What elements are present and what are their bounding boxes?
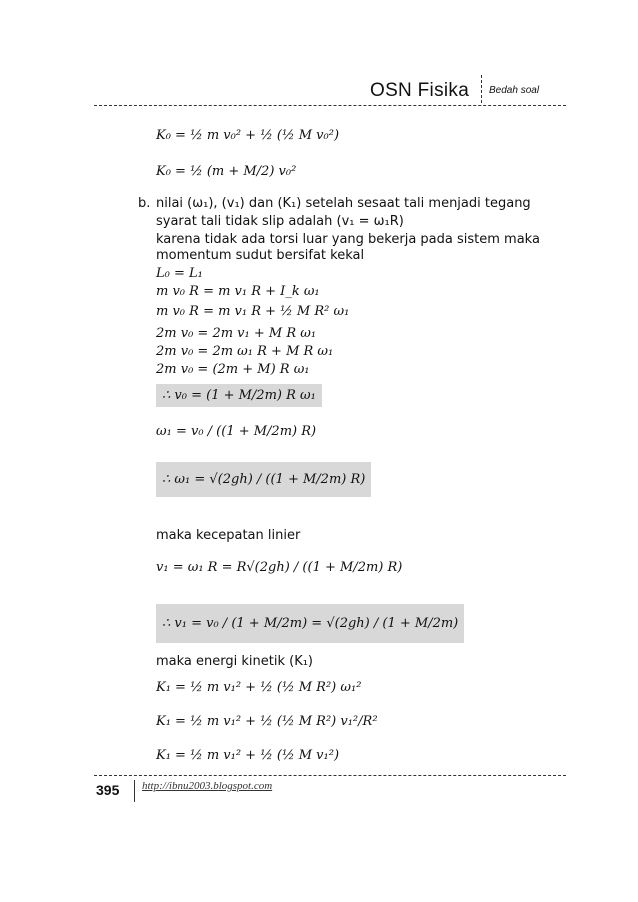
result-omega1: ∴ ω₁ = √(2gh) / ((1 + M/2m) R) [156, 462, 371, 497]
equation-k1-omega: K₁ = ½ m v₁² + ½ (½ M R²) ω₁² [156, 680, 362, 695]
item-b-label: b. [138, 196, 151, 211]
result-v1: ∴ v₁ = v₀ / (1 + M/2m) = √(2gh) / (1 + M/2m) [156, 604, 464, 643]
equation-k1-substituted: K₁ = ½ m v₁² + ½ (½ M R²) v₁²/R² [156, 714, 378, 729]
footer-rule [94, 775, 566, 776]
item-b-text: nilai (ω₁), (v₁) dan (K₁) setelah sesaat tali menjadi tegang [156, 196, 531, 211]
page-number: 395 [96, 782, 120, 798]
equation-omega1: ω₁ = v₀ / ((1 + M/2m) R) [156, 424, 317, 439]
equation-k0-simplified: K₀ = ½ (m + M/2) v₀² [156, 164, 297, 179]
equation-k1-final: K₁ = ½ m v₁² + ½ (½ M v₁²) [156, 748, 340, 763]
header-rule [94, 105, 566, 106]
footer-divider [134, 780, 135, 802]
header-title: OSN Fisika [370, 80, 470, 101]
paragraph-momentum-conserved: momentum sudut bersifat kekal [156, 248, 365, 263]
footer-link[interactable]: http://ibnu2003.blogspot.com [142, 780, 273, 792]
paragraph-no-slip: syarat tali tidak slip adalah (v₁ = ω₁R) [156, 214, 404, 229]
header-divider [481, 75, 482, 103]
header-subtitle: Bedah soal [489, 85, 540, 96]
result-v0: ∴ v₀ = (1 + M/2m) R ω₁ [156, 384, 322, 407]
paragraph-no-torque: karena tidak ada torsi luar yang bekerja pada sistem maka [156, 232, 540, 247]
paragraph-linear-velocity: maka kecepatan linier [156, 528, 301, 543]
equation-factored: 2m v₀ = (2m + M) R ω₁ [156, 362, 310, 377]
equation-inertia-substituted: m v₀ R = m v₁ R + ½ M R² ω₁ [156, 304, 350, 319]
equation-k0-expanded: K₀ = ½ m v₀² + ½ (½ M v₀²) [156, 128, 340, 143]
equation-v1: v₁ = ω₁ R = R√(2gh) / ((1 + M/2m) R) [156, 560, 403, 575]
equation-v1-substituted: 2m v₀ = 2m ω₁ R + M R ω₁ [156, 344, 334, 359]
paragraph-kinetic-energy: maka energi kinetik (K₁) [156, 654, 314, 669]
equation-l0-l1: L₀ = L₁ [156, 266, 203, 281]
equation-angular-momentum: m v₀ R = m v₁ R + I_k ω₁ [156, 284, 320, 299]
equation-multiplied: 2m v₀ = 2m v₁ + M R ω₁ [156, 326, 317, 341]
